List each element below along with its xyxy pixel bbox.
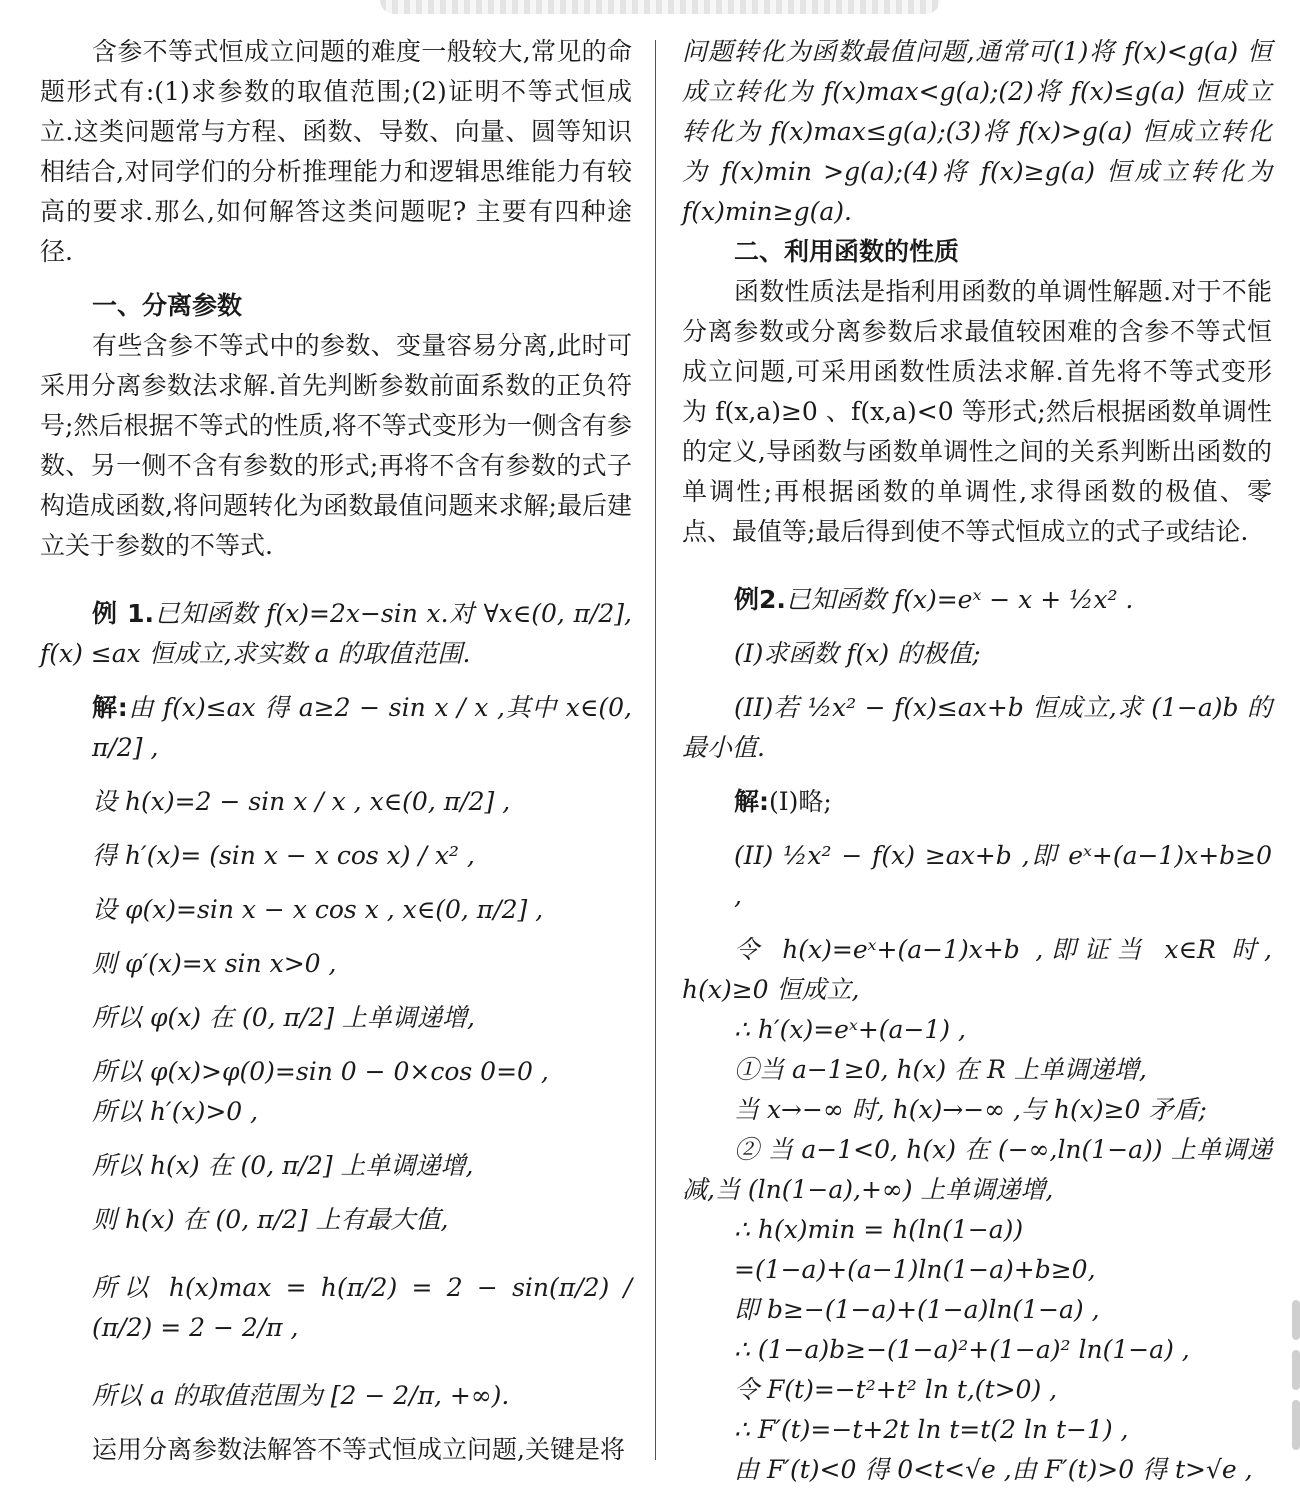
solution-2-line: ∴ h′(x)=eˣ+(a−1) ,	[734, 1015, 966, 1044]
example-2-text: 已知函数 f(x)=eˣ − x + ½x² .	[785, 585, 1134, 614]
solution-1-line: 所以 h(x)max = h(π/2) = 2 − sin(π/2) / (π/2) = 2 − 2/π ,	[92, 1273, 632, 1342]
solution-1-line: 所以 a 的取值范围为 [2 − 2/π, +∞).	[92, 1381, 510, 1410]
example-2-question-1: (I)求函数 f(x) 的极值;	[734, 639, 981, 668]
example-1-label: 例 1.	[92, 599, 154, 628]
continuation-paragraph: 问题转化为函数最值问题,通常可(1)将 f(x)<g(a) 恒成立转化为 f(x)max<g(a);(2)将 f(x)≤g(a) 恒成立转化为 f(x)max≤g(a);(3)将 f(x)>g(a) 恒成立转化为 f(x)min >g(a);(4)将 f(x)≥g(a) 恒成立转化为 f(x)min≥g(a).	[682, 37, 1272, 226]
solution-2-line: 由 F′(t)<0 得 0<t<√e ,由 F′(t)>0 得 t>√e ,	[734, 1455, 1253, 1484]
solution-2-line: ② 当 a−1<0, h(x) 在 (−∞,ln(1−a)) 上单调递减,当 (ln(1−a),+∞) 上单调递增,	[682, 1135, 1272, 1204]
column-divider	[655, 40, 656, 1460]
right-column	[682, 32, 1272, 1490]
solution-1-line: 得 h′(x)= (sin x − x cos x) / x² ,	[92, 841, 475, 870]
heading-function-properties: 二、利用函数的性质	[734, 237, 960, 266]
example-1-text: 已知函数 f(x)=2x−sin x.对 ∀x∈(0, π/2], f(x) ≤ax 恒成立,求实数 a 的取值范围.	[40, 599, 632, 668]
example-2	[682, 580, 1272, 620]
solution-2-line: ∴ h(x)min = h(ln(1−a))	[734, 1215, 1024, 1244]
solution-1-line: 所以 h(x) 在 (0, π/2] 上单调递增,	[92, 1151, 474, 1180]
solution-2-line: 当 x→−∞ 时, h(x)→−∞ ,与 h(x)≥0 矛盾;	[734, 1095, 1207, 1124]
solution-2-label: 解:	[734, 787, 769, 816]
solution-2-line: 令 F(t)=−t²+t² ln t,(t>0) ,	[734, 1375, 1058, 1404]
page-edge-tab	[1292, 1350, 1300, 1390]
solution-1-line: 由 f(x)≤ax 得 a≥2 − sin x / x ,其中 x∈(0, π/2] ,	[92, 693, 632, 762]
solution-2-line: 令 h(x)=eˣ+(a−1)x+b ,即证当 x∈R 时, h(x)≥0 恒成立,	[682, 935, 1272, 1004]
solution-2-line: 即 b≥−(1−a)+(1−a)ln(1−a) ,	[734, 1295, 1100, 1324]
solution-2-line: =(1−a)+(a−1)ln(1−a)+b≥0,	[734, 1255, 1096, 1284]
solution-2-first: (I)略;	[769, 787, 832, 816]
solution-1-line: 所以 φ(x)>φ(0)=sin 0 − 0×cos 0=0 ,	[92, 1057, 549, 1086]
solution-1-line: 所以 h′(x)>0 ,	[92, 1097, 259, 1126]
separate-parameter-paragraph: 有些含参不等式中的参数、变量容易分离,此时可采用分离参数法求解.首先判断参数前面系数的正负符号;然后根据不等式的性质,将不等式变形为一侧含有参数、另一侧不含有参数的形式;再将不含有参数的式子构造成函数,将问题转化为函数最值问题来求解;最后建立关于参数的不等式.	[40, 331, 632, 560]
page-edge-tab	[1292, 1400, 1300, 1450]
solution-2-line: ∴ (1−a)b≥−(1−a)²+(1−a)² ln(1−a) ,	[734, 1335, 1190, 1364]
closing-paragraph: 运用分离参数法解答不等式恒成立问题,关键是将	[92, 1435, 625, 1464]
page-edge-tab	[1292, 1300, 1300, 1340]
example-2-label: 例2.	[734, 585, 786, 614]
example-1	[40, 594, 632, 674]
solution-1-line: 则 φ′(x)=x sin x>0 ,	[92, 949, 337, 978]
function-properties-paragraph: 函数性质法是指利用函数的单调性解题.对于不能分离参数或分离参数后求最值较困难的含参不等式恒成立问题,可采用函数性质法求解.首先将不等式变形为 f(x,a)≥0 、f(x,a)<0 等形式;然后根据函数单调性的定义,导函数与函数单调性之间的关系判断出函数的单调性;再根据函数的单调性,求得函数的极值、零点、最值等;最后得到使不等式恒成立的式子或结论.	[682, 277, 1272, 546]
intro-paragraph: 含参不等式恒成立问题的难度一般较大,常见的命题形式有:(1)求参数的取值范围;(2)证明不等式恒成立.这类问题常与方程、函数、导数、向量、圆等知识相结合,对同学们的分析推理能力和逻辑思维能力有较高的要求.那么,如何解答这类问题呢? 主要有四种途径.	[40, 37, 632, 266]
solution-1-start	[40, 688, 632, 768]
left-column	[40, 32, 632, 1470]
example-2-question-2: (II)若 ½x² − f(x)≤ax+b 恒成立,求 (1−a)b 的最小值.	[682, 693, 1272, 762]
solution-1-label: 解:	[92, 693, 128, 722]
solution-1-line: 设 φ(x)=sin x − x cos x , x∈(0, π/2] ,	[92, 895, 544, 924]
solution-1-line: 所以 φ(x) 在 (0, π/2] 上单调递增,	[92, 1003, 475, 1032]
solution-2-line: ①当 a−1≥0, h(x) 在 R 上单调递增,	[734, 1055, 1147, 1084]
solution-2-line: ∴ F′(t)=−t+2t ln t=t(2 ln t−1) ,	[734, 1415, 1129, 1444]
top-decoration	[380, 0, 940, 14]
solution-2-line: (II) ½x² − f(x) ≥ax+b ,即 eˣ+(a−1)x+b≥0 ,	[734, 841, 1272, 910]
solution-1-line: 则 h(x) 在 (0, π/2] 上有最大值,	[92, 1205, 449, 1234]
heading-separate-parameter: 一、分离参数	[92, 291, 243, 320]
solution-2-start	[682, 782, 1272, 822]
solution-1-line: 设 h(x)=2 − sin x / x , x∈(0, π/2] ,	[92, 787, 511, 816]
